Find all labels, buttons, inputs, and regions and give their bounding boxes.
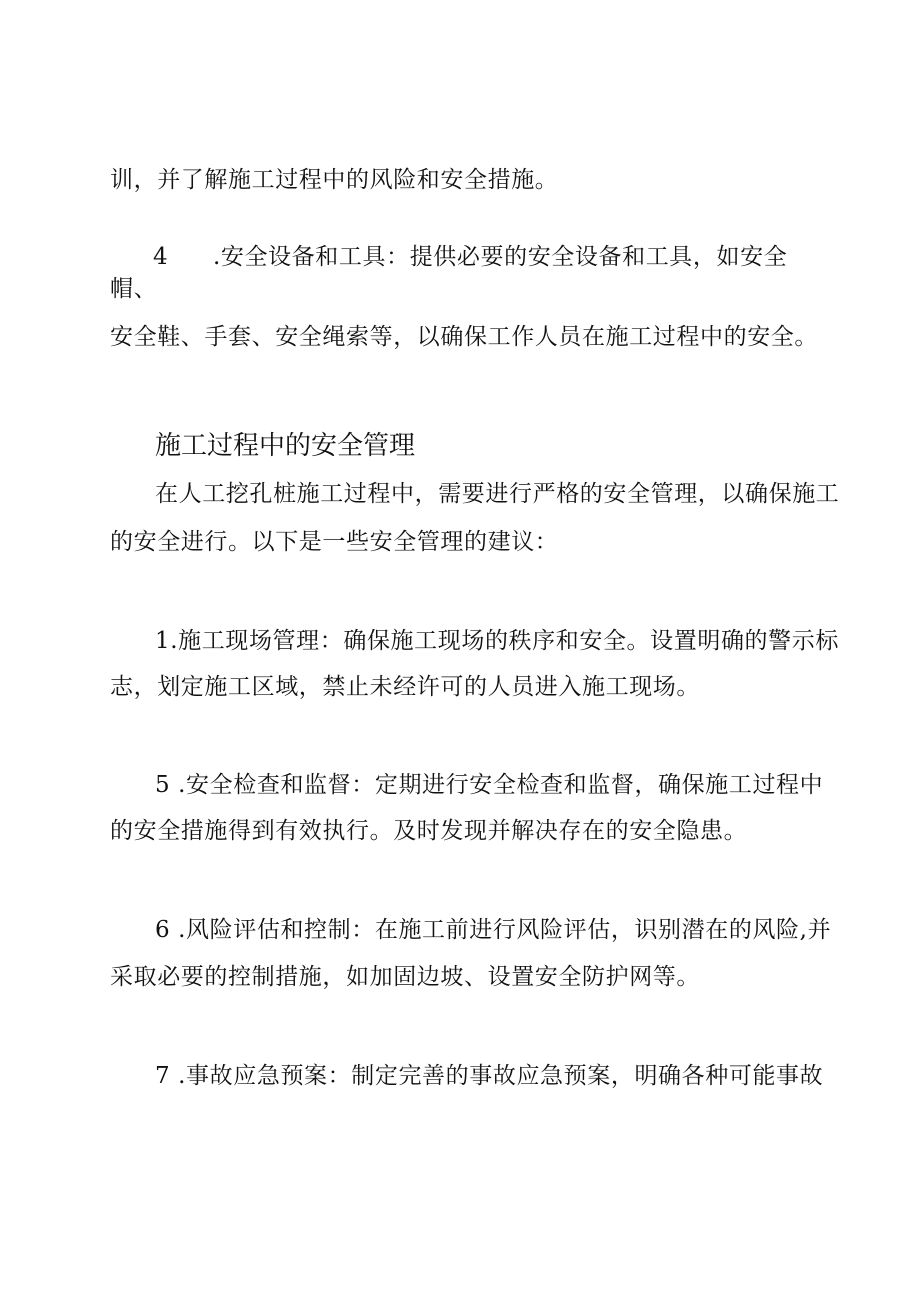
list-item-first-line: 6 .风险评估和控制：在施工前进行风险评估，识别潜在的风险,并	[155, 917, 832, 943]
list-number: 4	[153, 244, 169, 270]
list-text: .安全设备和工具：提供必要的安全设备和工具，如安全	[213, 244, 788, 270]
list-item-4	[153, 243, 787, 271]
list-item-first-line: 1.施工现场管理：确保施工现场的秩序和安全。设置明确的警示标	[155, 628, 839, 654]
section-heading: 施工过程中的安全管理	[155, 431, 416, 461]
list-item-second-line: 采取必要的控制措施，如加固边坡、设置安全防护网等。	[110, 964, 700, 990]
paragraph-line: 安全鞋、手套、安全绳索等，以确保工作人员在施工过程中的安全。	[110, 324, 818, 350]
paragraph-line: 在人工挖孔桩施工过程中，需要进行严格的安全管理，以确保施工	[155, 481, 840, 507]
list-item-second-line: 志，划定施工区域，禁止未经许可的人员进入施工现场。	[110, 674, 700, 700]
list-item-second-line: 的安全措施得到有效执行。及时发现并解决存在的安全隐患。	[110, 818, 748, 844]
paragraph-line: 帽、	[110, 276, 158, 302]
paragraph-line: 的安全进行。以下是一些安全管理的建议：	[110, 529, 559, 555]
list-item-first-line: 7 .事故应急预案：制定完善的事故应急预案，明确各种可能事故	[155, 1063, 824, 1089]
paragraph-line: 训，并了解施工过程中的风险和安全措施。	[110, 167, 559, 193]
list-item-first-line: 5 .安全检查和监督：定期进行安全检查和监督，确保施工过程中	[155, 772, 824, 798]
